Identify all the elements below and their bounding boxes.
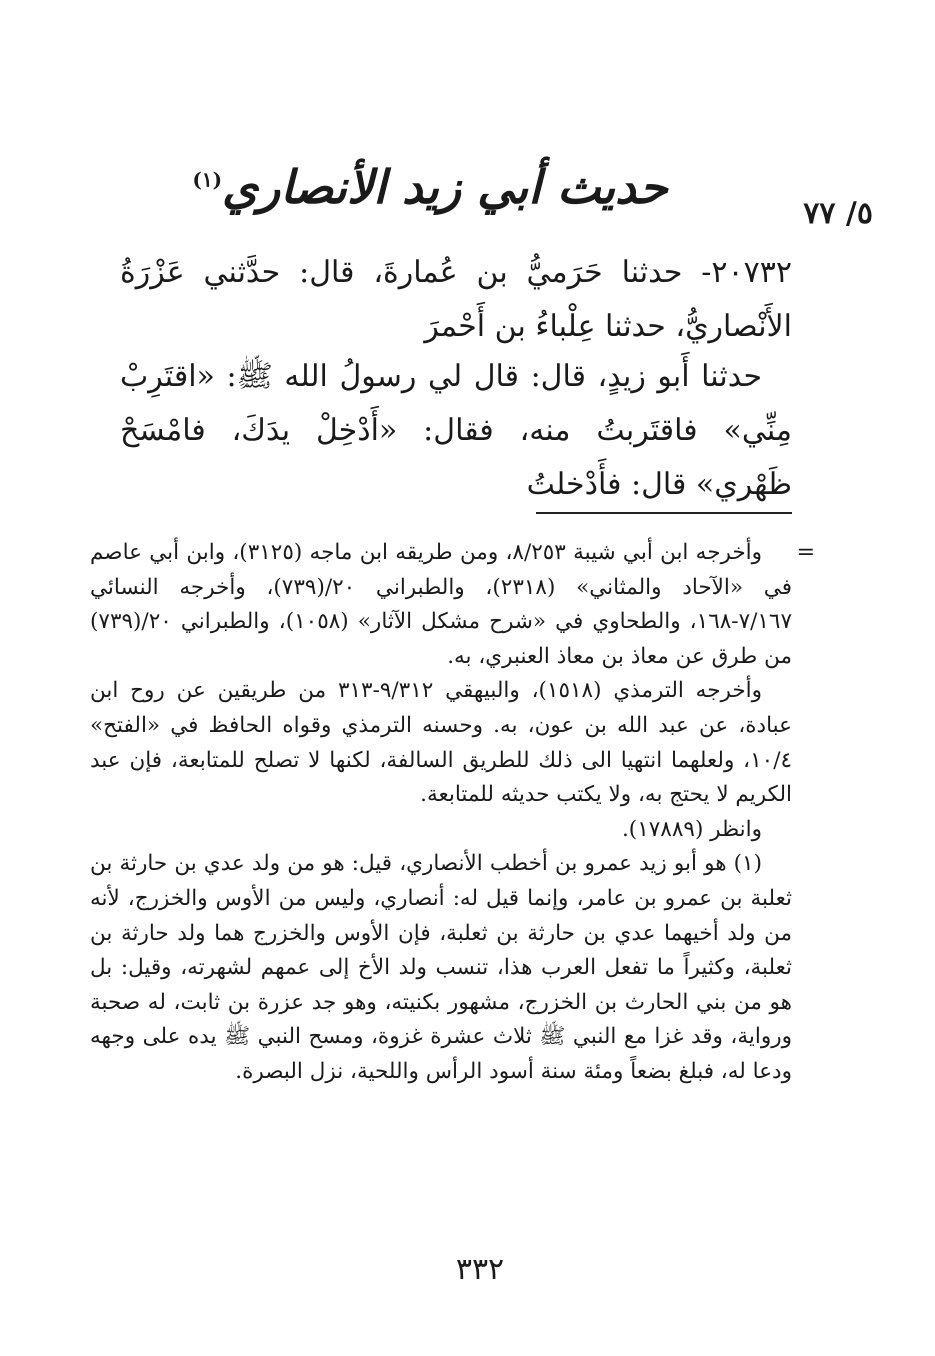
isnad-text: ٢٠٧٣٢- حدثنا حَرَميُّ بن عُمارةَ، قال: حدَّثني عَزْرَةُ الأَنْصاريُّ، حدثنا عِلْباءُ بن أَحْمرَ xyxy=(120,255,792,344)
footnote-paragraph: وأخرجه ابن أبي شيبة ٨/٢٥٣، ومن طريقه ابن ماجه (٣١٢٥)، وابن أبي عاصم في «الآحاد والمثاني» (٢٣١٨)، والطبراني ٢٠/(٧٣٩)، وأخرجه النسائي ٧/١٦٧-١٦٨، والطحاوي في «شرح مشكل الآثار» (١٠٥٨)، والطبراني ٢٠/(٧٣٩) من طرق عن معاذ بن معاذ العنبري، به. xyxy=(90,540,792,669)
hadith-isnad xyxy=(120,246,792,354)
footnote-paragraph: وانظر (١٧٨٨٩). xyxy=(621,816,762,842)
page-number: ٣٣٢ xyxy=(455,1252,505,1287)
footnote-paragraph: (١) هو أبو زيد عمرو بن أخطب الأنصاري، قيل: هو من ولد عدي بن حارثة بن ثعلبة بن عمرو بن عامر، وإنما قيل له: أنصاري، وليس من الأوس والخزرج، لأنه من ولد أخيهما عدي بن حارثة بن ثعلبة، فإن الأوس والخزرج هما ولد حارثة بن ثعلبة، وكثيراً ما تفعل العرب هذا، تنسب ولد الأخ إلى عمهم لشهرته، وقيل: بل هو من بني الحارث بن الخزرج، مشهور بكنيته، وهو جد عزرة بن ثابت، له صحبة ورواية، وقد غزا مع النبي ﷺ ثلاث عشرة غزوة، ومسح النبي ﷺ يده على وجهه ودعا له، فبلغ بضعاً ومئة سنة أسود الرأس واللحية، نزل البصرة. xyxy=(90,851,792,1084)
volume-page-reference: ٥/ ٧٧ xyxy=(803,196,873,231)
footnote-divider xyxy=(536,512,792,514)
title-footnote-marker: (١) xyxy=(192,167,223,192)
footnotes xyxy=(90,536,792,1090)
footnote-paragraph: وأخرجه الترمذي (١٥١٨)، والبيهقي ٩/٣١٢-٣١٣ من طريقين عن روح ابن عبادة، عن عبد الله بن عون، به. وحسنه الترمذي وقواه الحافظ في «الفتح» ١٠/٤، ولعلهما انتهيا الى ذلك للطريق السالفة، لكنها لا تصلح للمتابعة، فإن عبد الكريم لا يحتج به، ولا يكتب حديثه للمتابعة. xyxy=(90,678,792,808)
footnote-continuation-mark: = xyxy=(796,540,815,565)
hadith-matn xyxy=(120,350,792,512)
section-title xyxy=(150,160,710,214)
matn-text: حدثنا أَبو زيدٍ، قال: قال لي رسولُ الله ﷺ: «اقتَرِبْ مِنِّي» فاقتَربتُ منه، فقال: «أَدْخِلْ يدَكَ، فامْسَحْ ظَهْري» قال: فأَدْخلتُ xyxy=(120,359,792,502)
section-title-text: حديث أبي زيد الأنصاري xyxy=(222,160,668,214)
